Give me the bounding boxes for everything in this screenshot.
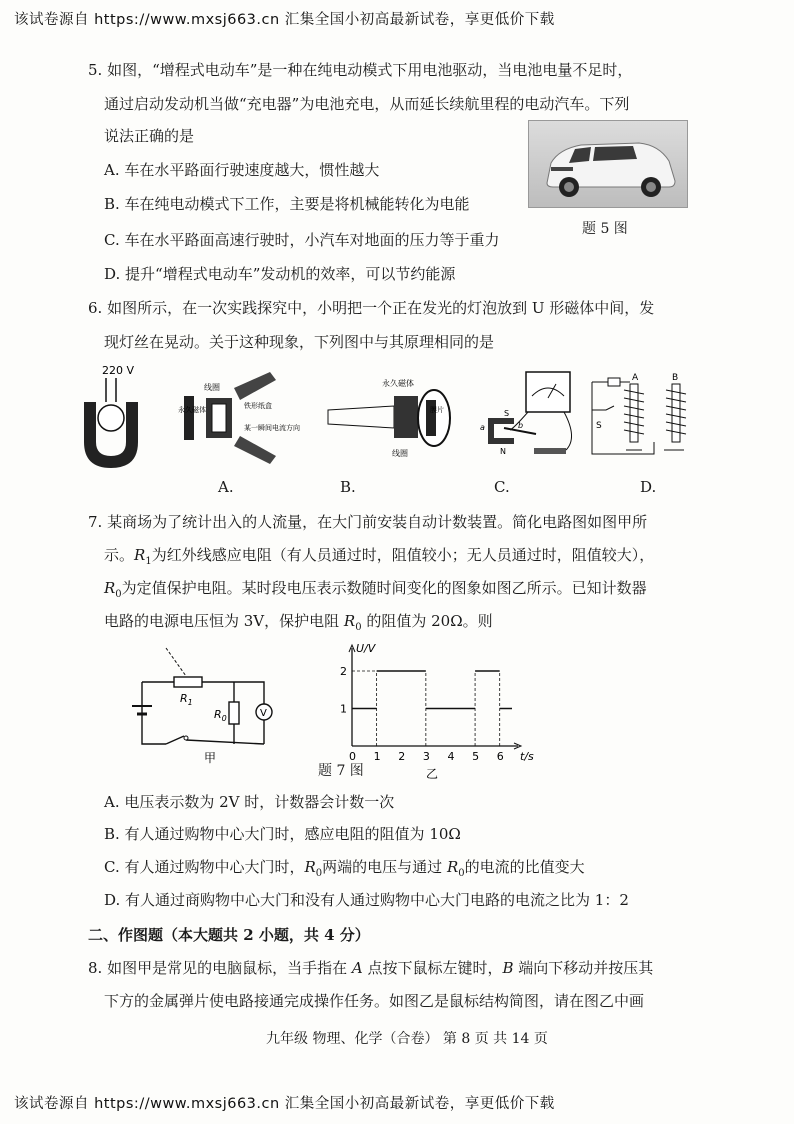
y-tick-label: 2	[340, 665, 347, 678]
q5-stem-line2: 通过启动发动机当做“充电器”为电池充电，从而延长续航里程的电动汽车。下列	[104, 95, 630, 113]
voltage-series-line	[352, 671, 512, 709]
q5-option-b: B. 车在纯电动模式下工作，主要是将机械能转化为电能	[104, 195, 470, 213]
q5-stem-line1: 5. 如图，“增程式电动车”是一种在纯电动模式下用电池驱动，当电池电量不足时，	[88, 61, 633, 79]
label-cone-a: 铁形纸盒	[244, 402, 272, 410]
q7-stem-line1: 7. 某商场为了统计出入的人流量，在大门前安装自动计数装置。简化电路图如图甲所	[88, 513, 648, 531]
x-axis-title: t/s	[520, 750, 534, 763]
option-d-electromagnet-figure	[584, 370, 694, 466]
u-magnet-bulb-figure	[76, 362, 146, 472]
label-a-magnet: A	[632, 373, 639, 383]
label-diaphragm-b: 膜片	[430, 406, 444, 414]
q7-figure-caption: 题 7 图	[318, 763, 364, 779]
x-tick-label: 1	[373, 750, 381, 763]
label-magnet-b: 永久磁体	[382, 379, 414, 388]
graph-name-yi: 乙	[426, 767, 439, 781]
circuit-diagram-jia	[126, 640, 286, 766]
q8-stem-line2: 下方的金属弹片使电路接通完成操作任务。如图乙是鼠标结构简图，请在图乙中画	[104, 992, 645, 1010]
q5-option-a: A. 车在水平路面行驶速度越大，惯性越大	[104, 161, 380, 179]
label-magnet-a: 永久磁体	[178, 406, 206, 414]
q6-stem-line2: 现灯丝在晃动。关于这种现象，下列图中与其原理相同的是	[104, 333, 495, 351]
source-banner-bottom: 该试卷源自 https://www.mxsj663.cn 汇集全国小初高最新试卷，享更低价下载	[14, 1096, 555, 1112]
label-n-pole: N	[500, 447, 506, 456]
page-footer: 九年级 物理、化学（合卷） 第 8 页 共 14 页	[266, 1031, 548, 1047]
option-a-speaker-figure	[178, 368, 300, 468]
q6-option-a-label: A.	[218, 478, 234, 496]
q5-option-c: C. 车在水平路面高速行驶时，小汽车对地面的压力等于重力	[104, 231, 500, 249]
r0-label: $R_0$	[214, 708, 227, 723]
q5-figure-caption: 题 5 图	[582, 221, 628, 237]
label-coil-a: 线圈	[204, 383, 220, 392]
q8-stem-line1: 8. 如图甲是常见的电脑鼠标，当手指在 A 点按下鼠标左键时，B 端向下移动并按压其	[88, 959, 654, 977]
q7-option-c: C. 有人通过购物中心大门时，$R_0$两端的电压与通过 $R_0$的电流的比值变大	[104, 858, 585, 879]
q7-stem-line4: 电路的电源电压恒为 3V，保护电阻 $R_0$ 的阻值为 20Ω。则	[104, 612, 493, 633]
label-b-magnet: B	[672, 373, 679, 383]
label-a: a	[480, 423, 485, 432]
q7-option-d: D. 有人通过商购物中心大门和没有人通过购物中心大门电路的电流之比为 1：2	[104, 891, 629, 909]
x-tick-label: 3	[422, 750, 430, 763]
label-b: b	[518, 421, 524, 430]
x-tick-label: 4	[447, 750, 455, 763]
q7-option-b: B. 有人通过购物中心大门时，感应电阻的阻值为 10Ω	[104, 825, 461, 843]
y-tick-label: 1	[340, 702, 347, 716]
label-coil-b: 线圈	[392, 449, 408, 458]
label-switch: S	[596, 421, 602, 431]
option-b-microphone-figure	[326, 376, 456, 466]
x-tick-label: 5	[472, 750, 480, 763]
y-axis-title: U/V	[356, 642, 376, 655]
source-banner-top: 该试卷源自 https://www.mxsj663.cn 汇集全国小初高最新试卷，享更低价下载	[14, 12, 555, 28]
q5-option-d: D. 提升“增程式电动车”发动机的效率，可以节约能源	[104, 265, 456, 283]
q6-option-d-label: D.	[640, 478, 657, 496]
q6-option-b-label: B.	[340, 478, 356, 496]
label-current-a: 某一瞬间电流方向	[244, 424, 300, 432]
circuit-name-jia: 甲	[204, 751, 217, 765]
x-tick-label: 0	[349, 750, 356, 763]
q6-option-c-label: C.	[494, 478, 510, 496]
voltage-label: 220 V	[102, 364, 135, 377]
voltmeter-label: V	[260, 708, 267, 719]
r1-label: $R_1$	[180, 692, 193, 707]
q5-stem-line3: 说法正确的是	[104, 127, 195, 145]
q7-option-a: A. 电压表示数为 2V 时，计数器会计数一次	[104, 793, 395, 811]
x-tick-label: 6	[496, 750, 504, 763]
q7-stem-line3: $R_0$为定值保护电阻。某时段电压表示数随时间变化的图象如图乙所示。已知计数器	[104, 579, 647, 600]
q7-stem-line2: 示。$R_1$为红外线感应电阻（有人员通过时，阻值较小；无人员通过时，阻值较大），	[104, 546, 655, 567]
x-tick-label: 2	[398, 750, 406, 763]
voltage-time-graph	[334, 640, 534, 780]
option-c-generator-figure	[474, 368, 578, 464]
electric-car-photo	[528, 120, 688, 208]
q6-stem-line1: 6. 如图所示，在一次实践探究中，小明把一个正在发光的灯泡放到 U 形磁体中间，发	[88, 299, 655, 317]
section-2-heading: 二、作图题（本大题共 2 小题，共 4 分）	[88, 926, 370, 944]
label-s-pole: S	[504, 409, 510, 418]
